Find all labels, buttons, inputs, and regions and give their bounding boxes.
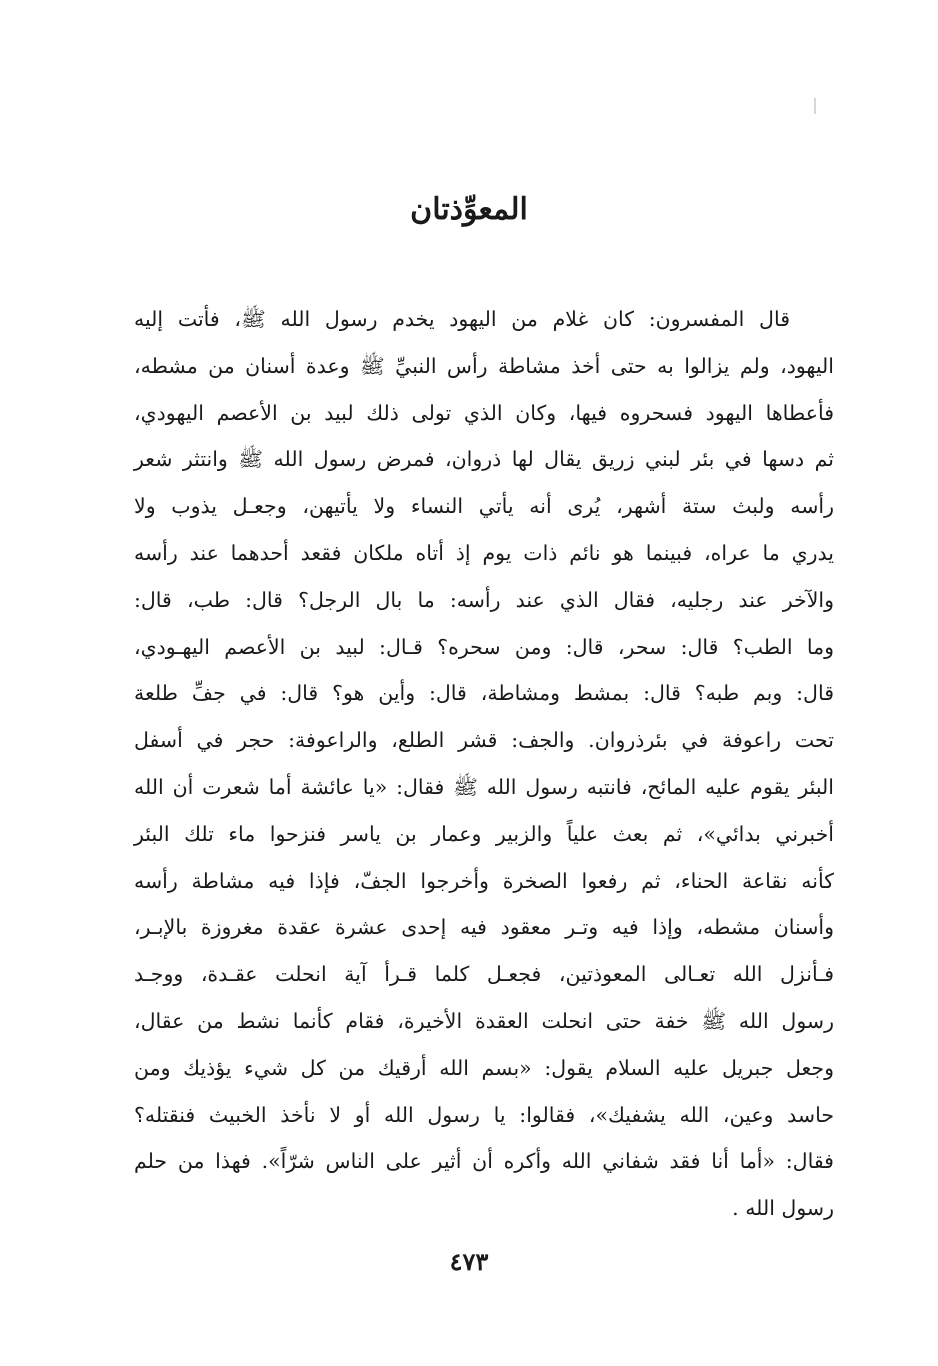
text-line: وجعل جبريل عليه السلام يقول: «بسم الله أرقيك من كل شيء يؤذيك ومن (134, 1055, 834, 1080)
text-line: قال: وبم طبه؟ قال: بمشط ومشاطة، قال: وأين هو؟ قال: في جفِّ طلعة (134, 681, 834, 706)
text-line: فقال: «أما أنا فقد شفاني الله وأكره أن أثير على الناس شرّاً». فهذا من حلم (134, 1149, 834, 1174)
text-line: رسول الله . (732, 1196, 834, 1221)
text-line: البئر يقوم عليه المائح، فانتبه رسول الله ﷺ فقال: «يا عائشة أما شعرت أن الله (134, 774, 834, 799)
text-line: اليهود، ولم يزالوا به حتى أخذ مشاطة رأس النبيِّ ﷺ وعدة أسنان من مشطه، (134, 353, 834, 378)
page-title: المعوِّذتان (410, 192, 528, 227)
text-line: يدري ما عراه، فبينما هو نائم ذات يوم إذ أتاه ملكان فقعد أحدهما عند رأسه (134, 540, 834, 565)
text-line: والآخر عند رجليه، فقال الذي عند رأسه: ما بال الرجل؟ قال: طب، قال: (134, 587, 834, 612)
text-line: حاسد وعين، الله يشفيك»، فقالوا: يا رسول الله أو لا نأخذ الخبيث فنقتله؟ (134, 1102, 834, 1127)
text-line: فأعطاها اليهود فسحروه فيها، وكان الذي تولى ذلك لبيد بن الأعصم اليهودي، (134, 400, 834, 425)
text-line: قال المفسرون: كان غلام من اليهود يخدم رسول الله ﷺ، فأتت إليه (134, 307, 790, 331)
page-number: ٤٧٣ (449, 1247, 489, 1276)
text-line: وما الطب؟ قال: سحر، قال: ومن سحره؟ قـال: لبيد بن الأعصم اليهـودي، (134, 634, 834, 659)
body-paragraph (134, 296, 834, 1232)
text-line: رسول الله ﷺ خفة حتى انحلت العقدة الأخيرة، فقام كأنما نشط من عقال، (134, 1008, 834, 1033)
text-line: أخبرني بدائي»، ثم بعث علياً والزبير وعمار بن ياسر فنزحوا ماء تلك البئر (134, 821, 834, 846)
text-line: ثم دسها في بئر لبني زريق يقال لها ذروان، فمرض رسول الله ﷺ وانتثر شعر (134, 447, 834, 472)
scan-mark (814, 98, 816, 114)
text-line: كأنه نقاعة الحناء، ثم رفعوا الصخرة وأخرجوا الجفّ، فإذا فيه مشاطة رأسه (134, 868, 834, 893)
text-line: فـأنزل الله تعـالى المعوذتين، فجعـل كلما قـرأ آية انحلت عقـدة، ووجـد (134, 962, 834, 987)
text-line: وأسنان مشطه، وإذا فيه وتـر معقود فيه إحدى عشرة عقدة مغروزة بالإبـر، (134, 915, 834, 940)
text-line: تحت راعوفة في بئرذروان. والجف: قشر الطلع، والراعوفة: حجر في أسفل (134, 728, 834, 753)
text-line: رأسه ولبث ستة أشهر، يُرى أنه يأتي النساء ولا يأتيهن، وجعـل يذوب ولا (134, 494, 834, 519)
